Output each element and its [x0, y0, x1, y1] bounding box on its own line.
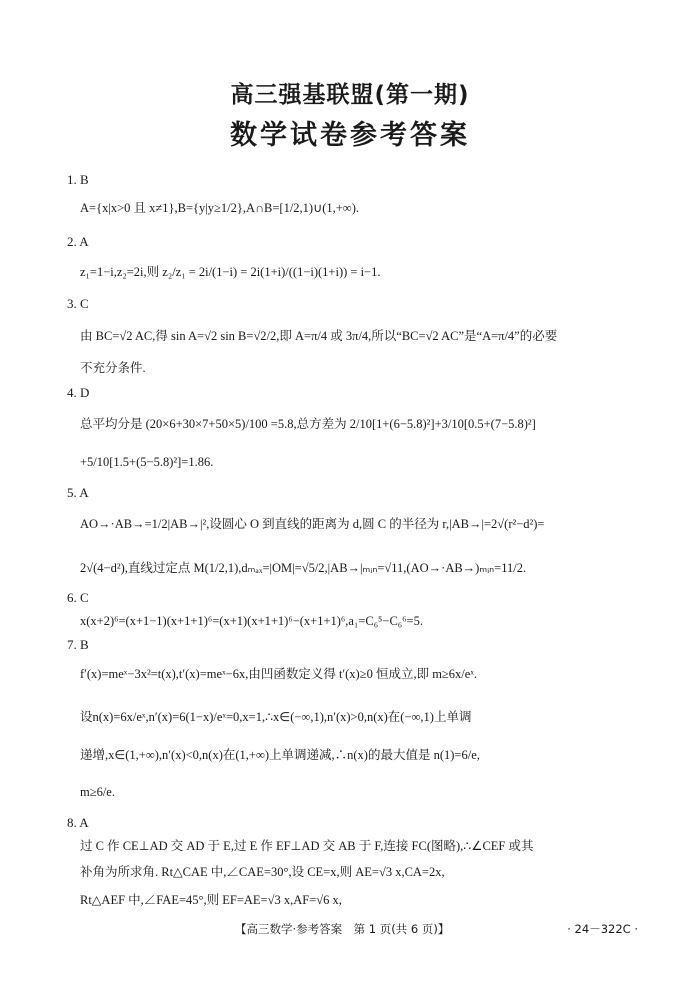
answer-line: z₁=1−i,z₂=2i,则 z₂/z₁ = 2i/(1−i) = 2i(1+i)/((1−i)(1+i)) = i−1. [80, 265, 381, 279]
footer-page-info: 【高三数学·参考答案 第 1 页(共 6 页)】 [235, 922, 450, 936]
question-number: 7. B [67, 637, 89, 652]
answer-line: 递增,x∈(1,+∞),n′(x)<0,n(x)在(1,+∞)上单调递减,∴n(x)的最大值是 n(1)=6/e, [80, 748, 480, 762]
question-number: 4. D [67, 385, 90, 400]
answer-line: 总平均分是 (20×6+30×7+50×5)/100 =5.8,总方差为 2/10[1+(6−5.8)²]+3/10[0.5+(7−5.8)²] [80, 417, 536, 431]
question-number: 6. C [67, 590, 89, 605]
page-subtitle: 数学试卷参考答案 [230, 120, 470, 151]
answer-line: A={x|x>0 且 x≠1},B={y|y≥1/2},A∩B=[1/2,1)∪(1,+∞). [80, 201, 360, 215]
answer-line: 2√(4−d²),直线过定点 M(1/2,1),dₘₐₓ=|OM|=√5/2,|AB→|ₘᵢₙ=√11,(AO→·AB→)ₘᵢₙ=11/2. [80, 561, 527, 575]
page-title: 高三强基联盟(第一期) [230, 82, 470, 108]
answer-line: Rt△AEF 中,∠FAE=45°,则 EF=AE=√3 x,AF=√6 x, [80, 893, 342, 907]
answer-line: AO→·AB→=1/2|AB→|²,设圆心 O 到直线的距离为 d,圆 C 的半径为 r,|AB→|=2√(r²−d²)= [80, 517, 545, 531]
footer-code: · 24－322C · [567, 922, 638, 936]
answer-line: x(x+2)⁶=(x+1−1)(x+1+1)⁶=(x+1)(x+1+1)⁶−(x+1+1)⁶,a₁=C₆⁵−C₆⁶=5. [80, 614, 423, 628]
answer-line: 过 C 作 CE⊥AD 交 AD 于 E,过 E 作 EF⊥AD 交 AB 于 F,连接 FC(图略),∴∠CEF 或其 [80, 839, 534, 853]
question-number: 8. A [67, 815, 89, 830]
answer-line: 补角为所求角. Rt△CAE 中,∠CAE=30°,设 CE=x,则 AE=√3 x,CA=2x, [80, 865, 445, 879]
answer-line: 设n(x)=6x/eˣ,n′(x)=6(1−x)/eˣ=0,x=1,∴x∈(−∞,1),n′(x)>0,n(x)在(−∞,1)上单调 [80, 710, 472, 724]
question-number: 2. A [67, 234, 89, 249]
answer-line: +5/10[1.5+(5−5.8)²]=1.86. [80, 455, 214, 469]
answer-line: 由 BC=√2 AC,得 sin A=√2 sin B=√2/2,即 A=π/4 或 3π/4,所以“BC=√2 AC”是“A=π/4”的必要 [80, 329, 558, 343]
answer-line: 不充分条件. [80, 361, 146, 375]
answer-line: f′(x)=meˣ−3x²=t(x),t′(x)=meˣ−6x,由凹函数定义得 t′(x)≥0 恒成立,即 m≥6x/eˣ. [80, 667, 478, 681]
question-number: 5. A [67, 485, 89, 500]
answer-line: m≥6/e. [80, 785, 115, 799]
question-number: 1. B [67, 172, 89, 187]
question-number: 3. C [67, 296, 89, 311]
